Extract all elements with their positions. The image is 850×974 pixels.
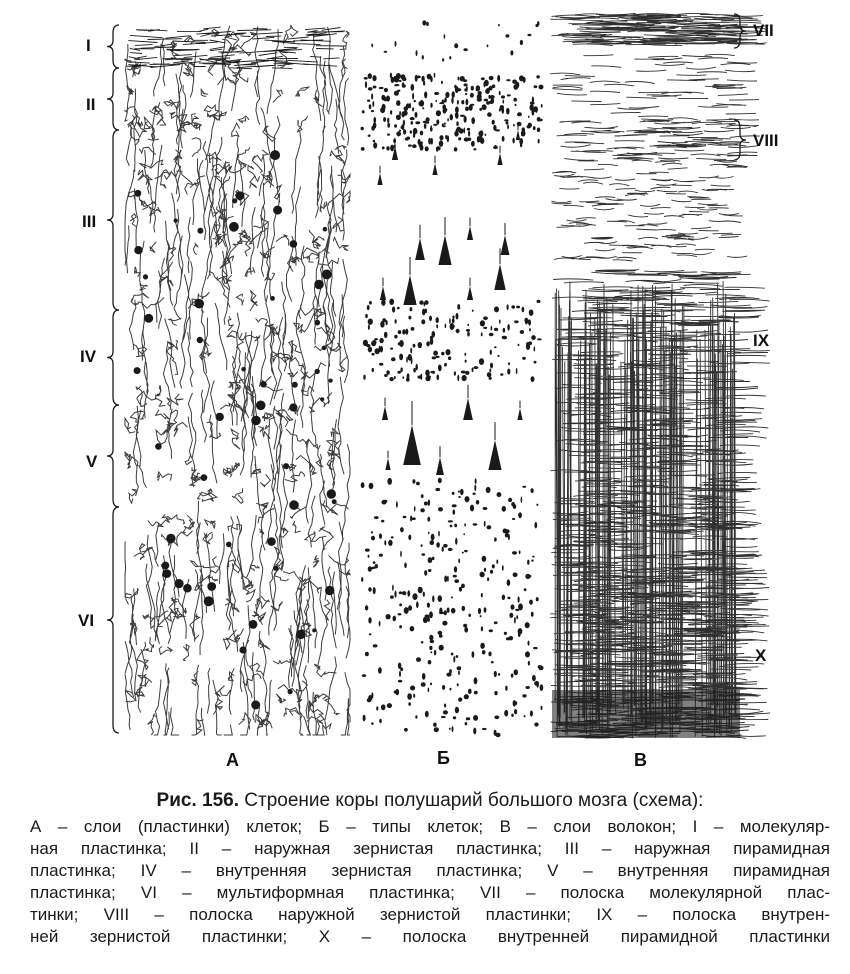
caption-line: А – слои (пластинки) клеток; Б – типы клеток; В – слои волокон; I – молекуляр- bbox=[30, 817, 830, 836]
layer-label-x: X bbox=[755, 646, 767, 665]
caption-line: ней зернистой пластинки; X – полоска внутренней пирамидной пластинки bbox=[30, 927, 830, 946]
layer-label-ii: II bbox=[86, 95, 96, 114]
panel-b-cell-types bbox=[361, 20, 544, 737]
caption-title: Строение коры полушарий большого мозга (схема): bbox=[244, 790, 704, 811]
panel-a-neuron-network bbox=[125, 25, 350, 735]
caption-number: Рис. 156. bbox=[156, 790, 239, 811]
caption-line: пластинка; IV – внутренняя зернистая пластинка; V – внутренняя пирамидная bbox=[30, 861, 830, 880]
layer-label-v: V bbox=[86, 452, 98, 471]
figure-caption bbox=[30, 788, 830, 948]
layer-label-ix: IX bbox=[753, 331, 770, 350]
panel-c-fiber-layers bbox=[550, 13, 770, 738]
caption-body bbox=[30, 816, 830, 948]
caption-line: ная пластинка; II – наружная зернистая пластинка; III – наружная пирамидная bbox=[30, 839, 830, 858]
layer-label-vii: VII bbox=[753, 21, 774, 40]
caption-title-line bbox=[30, 788, 830, 814]
caption-line: пластинка; VI – мультиформная пластинка; VII – полоска молекулярной плас- bbox=[30, 883, 830, 902]
layer-label-iii: III bbox=[82, 212, 97, 231]
panel-label-c: В bbox=[634, 750, 647, 770]
layer-label-viii: VIII bbox=[753, 131, 779, 150]
layer-label-i: I bbox=[86, 36, 91, 55]
panel-label-b: Б bbox=[437, 748, 450, 768]
panel-label-a: А bbox=[226, 750, 239, 770]
layer-label-iv: IV bbox=[80, 347, 97, 366]
layer-label-vi: VI bbox=[78, 611, 95, 630]
caption-line: тинки; VIII – полоска наружной зернистой пластинки; IX – полоска внутрен- bbox=[30, 905, 830, 924]
